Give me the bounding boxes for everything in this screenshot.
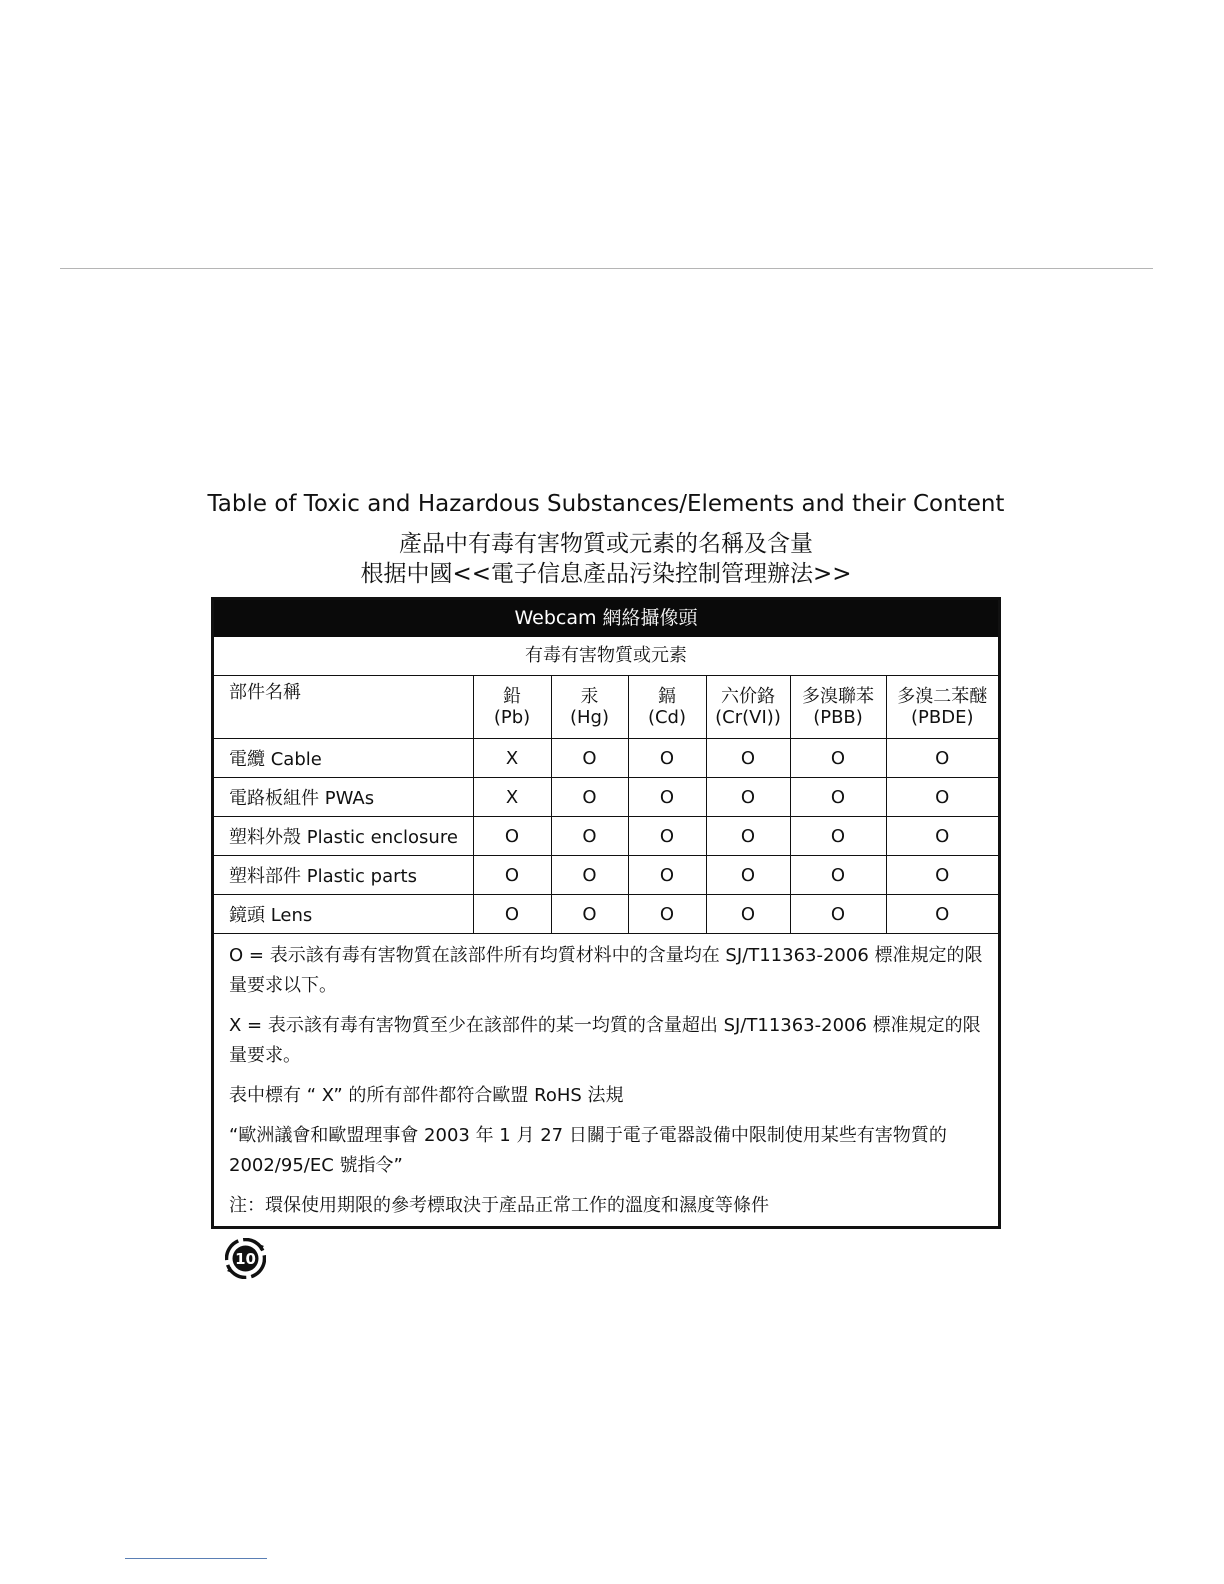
substances-grid: [214, 676, 998, 934]
column-header-cr6: 六价鉻 (Cr(VI)): [706, 676, 790, 739]
value-cell: O: [628, 856, 706, 895]
part-cell: 鏡頭 Lens: [214, 895, 473, 934]
epup-label: 10: [235, 1250, 256, 1268]
value-cell: X: [473, 739, 551, 778]
title-chinese-line1: 產品中有毒有害物質或元素的名稱及含量: [399, 531, 813, 557]
note-x-definition: X = 表示該有毒有害物質至少在該部件的某一均質的含量超出 SJ/T11363-2006 標准規定的限量要求。: [229, 1015, 981, 1066]
value-cell: O: [551, 856, 628, 895]
value-cell: O: [886, 739, 998, 778]
epup-10-icon: [225, 1238, 266, 1279]
value-cell: O: [473, 817, 551, 856]
value-cell: O: [628, 817, 706, 856]
table-notes: [229, 941, 991, 1231]
value-cell: O: [790, 778, 886, 817]
value-cell: O: [551, 739, 628, 778]
title-english: Table of Toxic and Hazardous Substances/Elements and their Content: [207, 491, 1005, 517]
note-rohs: 表中標有 “ X” 的所有部件都符合歐盟 RoHS 法規: [229, 1085, 624, 1106]
column-header-cd: 鎘 (Cd): [628, 676, 706, 739]
value-cell: O: [706, 739, 790, 778]
column-header-pb: 鉛 (Pb): [473, 676, 551, 739]
note-o-definition: O = 表示該有毒有害物質在該部件所有均質材料中的含量均在 SJ/T11363-2006 標准規定的限量要求以下。: [229, 945, 983, 996]
value-cell: O: [706, 895, 790, 934]
top-divider: [60, 268, 1153, 269]
part-name-header: 部件名稱: [214, 676, 473, 739]
column-header-hg: 汞 (Hg): [551, 676, 628, 739]
column-header-pbb: 多溴聯苯 (PBB): [790, 676, 886, 739]
value-cell: O: [473, 895, 551, 934]
value-cell: O: [886, 895, 998, 934]
value-cell: O: [628, 739, 706, 778]
value-cell: O: [886, 778, 998, 817]
part-cell: 電路板組件 PWAs: [214, 778, 473, 817]
value-cell: O: [706, 817, 790, 856]
value-cell: O: [628, 895, 706, 934]
part-cell: 塑料部件 Plastic parts: [214, 856, 473, 895]
value-cell: O: [790, 739, 886, 778]
product-header: Webcam 網絡攝像頭: [214, 600, 998, 637]
table-row: [214, 856, 998, 895]
value-cell: O: [886, 856, 998, 895]
value-cell: X: [473, 778, 551, 817]
value-cell: O: [886, 817, 998, 856]
note-directive: “歐洲議會和歐盟理事會 2003 年 1 月 27 日關于電子電器設備中限制使用某些有害物質的 2002/95/EC 號指令”: [229, 1125, 947, 1176]
table-row: [214, 739, 998, 778]
value-cell: O: [790, 817, 886, 856]
value-cell: O: [473, 856, 551, 895]
value-cell: O: [790, 895, 886, 934]
value-cell: O: [551, 778, 628, 817]
value-cell: O: [790, 856, 886, 895]
bottom-divider: [125, 1558, 267, 1559]
column-header-pbde: 多溴二苯醚 (PBDE): [886, 676, 998, 739]
column-header-row: [214, 676, 998, 739]
table-row: [214, 895, 998, 934]
substances-table: [211, 597, 1001, 1229]
value-cell: O: [551, 895, 628, 934]
table-row: [214, 778, 998, 817]
note-epup: 注：環保使用期限的參考標取決于產品正常工作的溫度和濕度等條件: [229, 1195, 769, 1216]
value-cell: O: [706, 856, 790, 895]
substances-header: 有毒有害物質或元素: [214, 637, 998, 676]
part-cell: 電纜 Cable: [214, 739, 473, 778]
title-chinese-line2: 根据中國<<電子信息產品污染控制管理辦法>>: [360, 561, 852, 587]
table-row: [214, 817, 998, 856]
value-cell: O: [628, 778, 706, 817]
value-cell: O: [551, 817, 628, 856]
value-cell: O: [706, 778, 790, 817]
part-cell: 塑料外殼 Plastic enclosure: [214, 817, 473, 856]
